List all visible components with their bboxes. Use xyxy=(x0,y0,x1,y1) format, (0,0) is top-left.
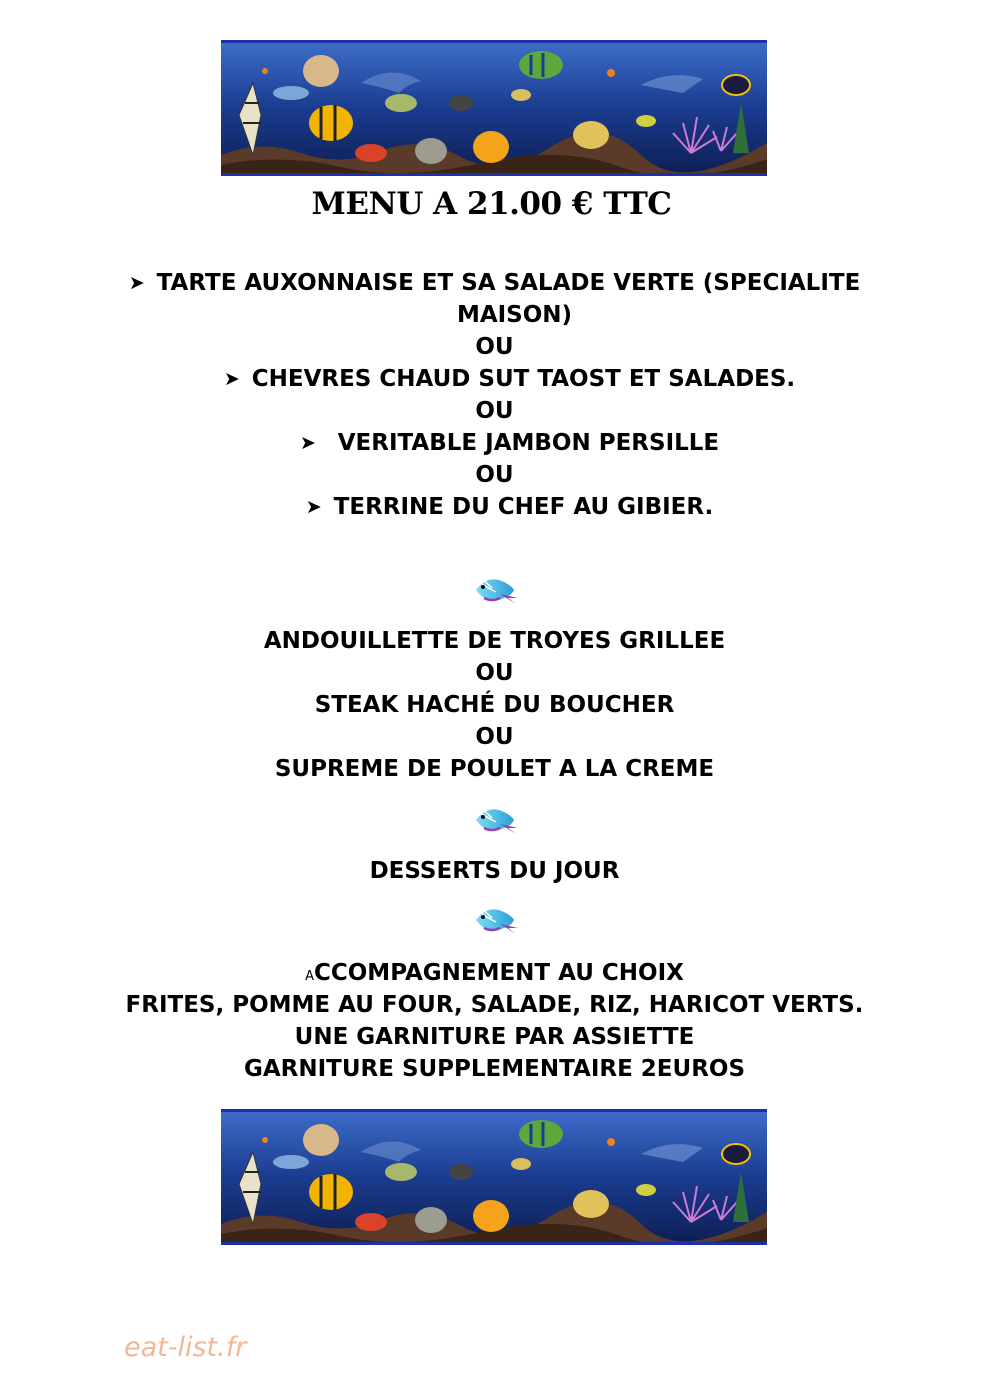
entree-item-2: ➤ CHEVRES CHAUD SUT TAOST ET SALADES. xyxy=(0,363,989,395)
plat-item-2: STEAK HACHÉ DU BOUCHER xyxy=(314,692,675,718)
fish-icon xyxy=(470,798,520,842)
arrowhead-bullet-icon: ➤ xyxy=(305,496,322,518)
aquarium-banner-top xyxy=(221,40,767,176)
accompagnement-title: ACCOMPAGNEMENT AU CHOIX xyxy=(305,960,684,986)
arrowhead-bullet-icon: ➤ xyxy=(299,432,316,454)
separator-or: OU xyxy=(475,660,514,686)
entree-item-1: ➤ TARTE AUXONNAISE ET SA SALADE VERTE (SPECIALITE xyxy=(0,267,989,299)
arrowhead-bullet-icon: ➤ xyxy=(223,368,240,390)
entree-item-3: ➤ VERITABLE JAMBON PERSILLE xyxy=(0,427,989,459)
aquarium-banner-bottom xyxy=(221,1109,767,1245)
separator-or: OU xyxy=(475,334,514,360)
fish-icon xyxy=(470,568,520,612)
accompagnement-options: FRITES, POMME AU FOUR, SALADE, RIZ, HARICOT VERTS. xyxy=(125,992,864,1018)
plat-item-3: SUPREME DE POULET A LA CREME xyxy=(274,756,715,782)
arrowhead-bullet-icon: ➤ xyxy=(128,272,145,294)
entree-item-1-continued: MAISON) xyxy=(456,302,573,328)
accompagnement-rule: UNE GARNITURE PAR ASSIETTE xyxy=(294,1024,695,1050)
accompagnement-extra: GARNITURE SUPPLEMENTAIRE 2EUROS xyxy=(243,1056,746,1082)
watermark: eat-list.fr xyxy=(124,1332,247,1363)
dessert-item-1: DESSERTS DU JOUR xyxy=(369,858,620,884)
plat-item-1: ANDOUILLETTE DE TROYES GRILLEE xyxy=(263,628,726,654)
fish-icon xyxy=(470,898,520,942)
separator-or: OU xyxy=(475,724,514,750)
separator-or: OU xyxy=(475,398,514,424)
menu-title: MENU A 21.00 € TTC xyxy=(311,186,672,222)
separator-or: OU xyxy=(475,462,514,488)
entree-item-4: ➤ TERRINE DU CHEF AU GIBIER. xyxy=(0,491,989,523)
